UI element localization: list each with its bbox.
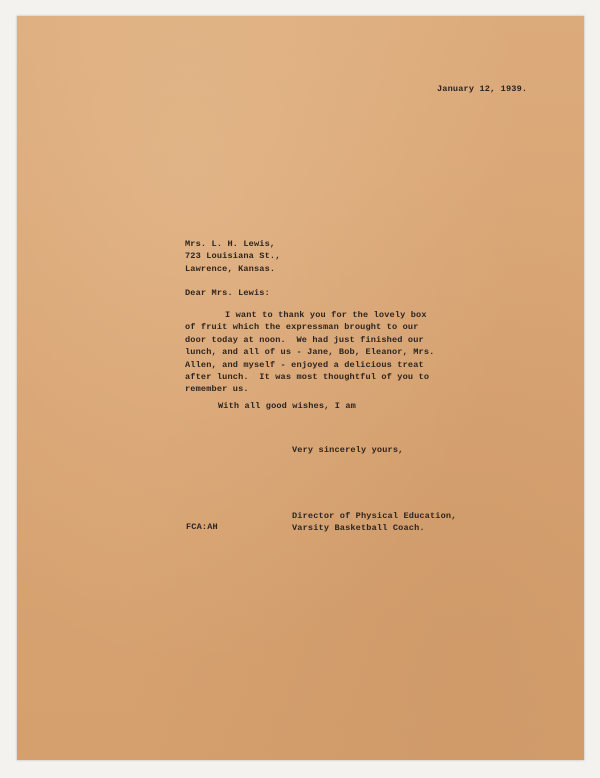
signature-title: [292, 510, 457, 535]
body-line: of fruit which the expressman brought to our: [185, 322, 419, 333]
letter-sheet: [17, 16, 584, 760]
closing-line: With all good wishes, I am: [218, 401, 356, 411]
letter-date: January 12, 1939.: [437, 84, 528, 94]
body-line: remember us.: [185, 384, 249, 395]
body-line: door today at noon. We had just finished our: [185, 334, 424, 345]
body-line: lunch, and all of us - Jane, Bob, Eleanor, Mrs.: [185, 347, 435, 358]
signature-line: Director of Physical Education,: [292, 511, 457, 521]
body-paragraph: [185, 309, 434, 396]
signature-line: Varsity Basketball Coach.: [292, 523, 425, 534]
body-line: I want to thank you for the lovely box: [225, 310, 427, 320]
body-line: after lunch. It was most thoughtful of you to: [185, 372, 430, 383]
salutation: Dear Mrs. Lewis:: [185, 288, 270, 298]
complimentary-close: Very sincerely yours,: [292, 445, 404, 455]
body-line: Allen, and myself - enjoyed a delicious treat: [185, 359, 424, 370]
address-line: Lawrence, Kansas.: [185, 263, 276, 274]
reference-initials: FCA:AH: [186, 522, 218, 532]
address-line: 723 Louisiana St.,: [185, 251, 281, 262]
address-line: Mrs. L. H. Lewis,: [185, 239, 276, 249]
recipient-address: [185, 238, 281, 275]
